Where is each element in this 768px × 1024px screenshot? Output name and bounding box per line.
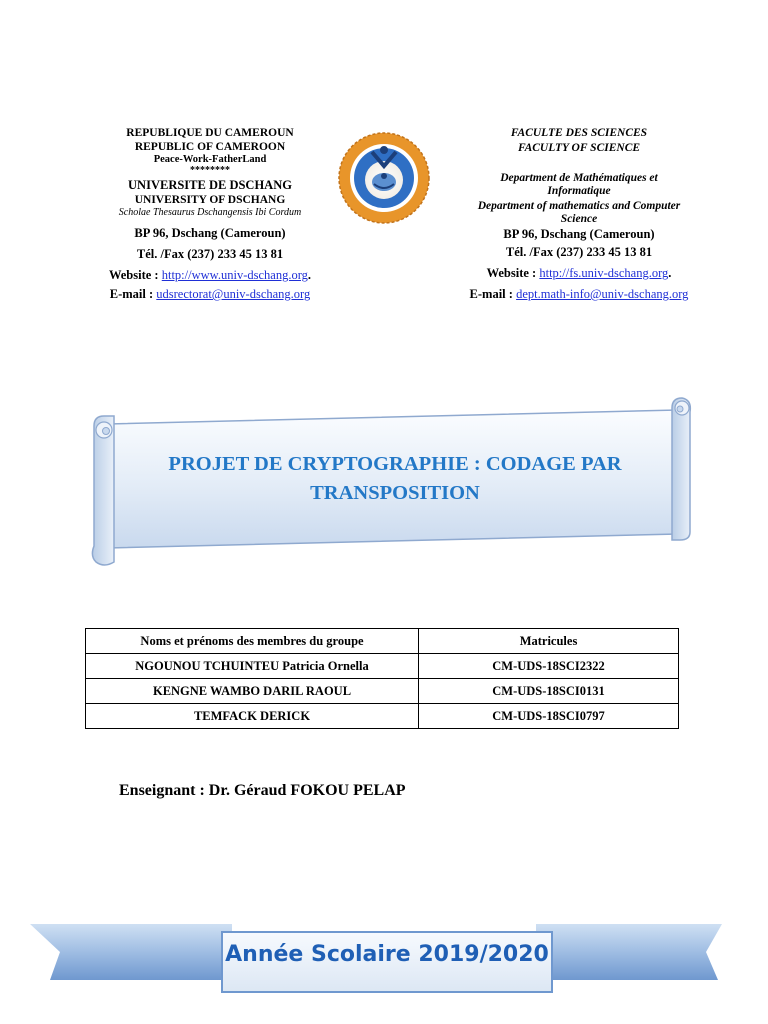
member-matricule: CM-UDS-18SCI0797 — [419, 704, 679, 729]
department-en-line2: Science — [560, 213, 598, 225]
table-row — [86, 679, 679, 704]
separator-stars: ******** — [190, 165, 230, 176]
column-header-names: Noms et prénoms des membres du groupe — [86, 629, 419, 654]
members-table — [85, 628, 679, 729]
faculty-en: FACULTY OF SCIENCE — [517, 142, 641, 154]
project-title-line2: TRANSPOSITION — [310, 482, 480, 504]
faculty-fr: FACULTE DES SCIENCES — [510, 127, 648, 139]
member-name: TEMFACK DERICK — [86, 704, 419, 729]
project-title-line1: PROJET DE CRYPTOGRAPHIE : CODAGE PAR — [168, 453, 622, 475]
republic-fr: REPUBLIQUE DU CAMEROUN — [126, 127, 294, 139]
member-name: NGOUNOU TCHUINTEU Patricia Ornella — [86, 654, 419, 679]
university-en: UNIVERSITY OF DSCHANG — [134, 194, 286, 206]
university-motto: Scholae Thesaurus Dschangensis Ibi Cordum — [118, 207, 302, 218]
department-fr-line2: Informatique — [547, 185, 611, 197]
department-fr-line1: Department de Mathématiques et — [500, 172, 658, 184]
left-website-link[interactable]: http://www.univ-dschang.org — [161, 268, 308, 282]
right-email-label: E-mail : — [469, 287, 517, 301]
right-phone: Tél. /Fax (237) 233 45 13 81 — [505, 245, 653, 259]
project-title — [120, 450, 670, 508]
national-motto: Peace-Work-FatherLand — [153, 154, 267, 165]
left-email-line — [40, 286, 380, 302]
department-en-line1: Department of mathematics and Computer — [477, 200, 681, 212]
right-email-link[interactable]: dept.math-info@univ-dschang.org — [516, 287, 689, 301]
teacher-line: Enseignant : Dr. Géraud FOKOU PELAP — [119, 782, 406, 799]
school-year: Année Scolaire 2019/2020 — [225, 942, 549, 967]
table-header-row — [86, 629, 679, 654]
right-email-line — [398, 284, 760, 304]
member-matricule: CM-UDS-18SCI2322 — [419, 654, 679, 679]
right-website-label: Website : — [486, 266, 540, 280]
university-fr: UNIVERSITE DE DSCHANG — [128, 178, 292, 192]
member-name: KENGNE WAMBO DARIL RAOUL — [86, 679, 419, 704]
republic-en: REPUBLIC OF CAMEROON — [134, 141, 286, 153]
right-website-link[interactable]: http://fs.univ-dschang.org — [539, 266, 669, 280]
table-row — [86, 704, 679, 729]
table-row — [86, 654, 679, 679]
right-website-line: Website : http://fs.univ-dschang.org. — [486, 266, 672, 280]
left-header — [40, 126, 380, 302]
right-address: BP 96, Dschang (Cameroun) — [503, 227, 655, 241]
right-header — [398, 126, 760, 304]
left-website-label: Website : — [108, 268, 162, 282]
left-address: BP 96, Dschang (Cameroun) — [134, 226, 286, 240]
left-website-line: Website : http://www.univ-dschang.org. — [108, 268, 312, 282]
column-header-matricules: Matricules — [419, 629, 679, 654]
left-email-label: E-mail : — [109, 287, 157, 301]
member-matricule: CM-UDS-18SCI0131 — [419, 679, 679, 704]
left-phone: Tél. /Fax (237) 233 45 13 81 — [136, 247, 284, 261]
left-email-link[interactable]: udsrectorat@univ-dschang.org — [156, 287, 311, 301]
